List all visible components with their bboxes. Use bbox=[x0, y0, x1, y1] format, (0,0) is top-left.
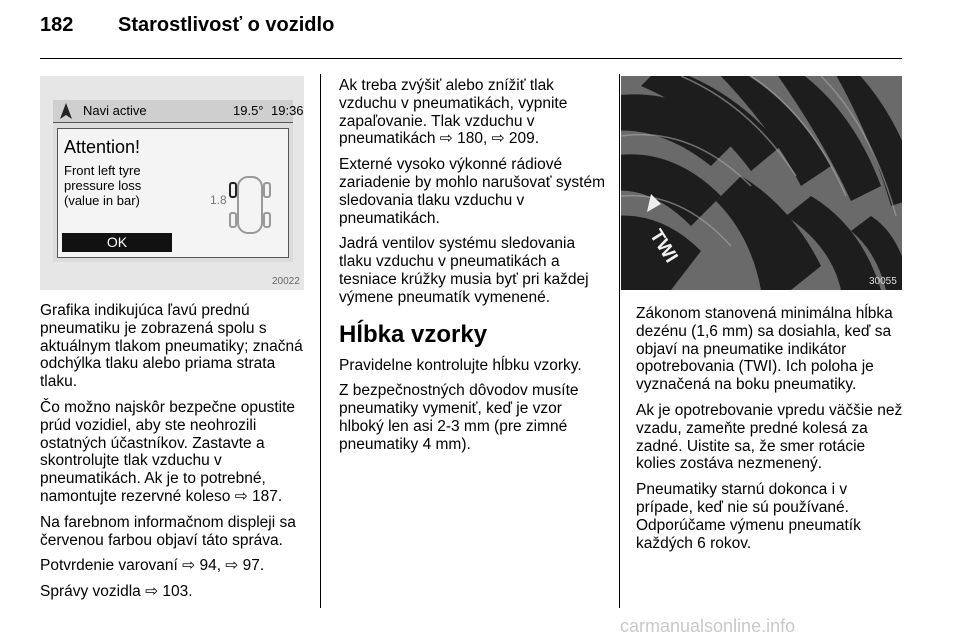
dialog-message: Front left tyre pressure loss (value in bar) bbox=[64, 163, 142, 208]
column-1 bbox=[40, 302, 308, 609]
paragraph: Pravidelne kontrolujte hĺbku vzorky. bbox=[339, 356, 582, 374]
twi-marking: TWI bbox=[645, 226, 682, 267]
paragraph: Potvrdenie varovaní ⇨ 94, ⇨ 97. bbox=[40, 557, 265, 575]
clock-readout: 19:36 bbox=[271, 103, 304, 118]
paragraph: Ak je opotrebovanie vpredu väčšie než vzadu, zameňte predné kolesá za zadné. Uistite sa, že smer rotácie kolies zostáva nezmenený. bbox=[636, 401, 903, 473]
paragraph: Zákonom stanovená minimálna hĺbka dezénu (1,6 mm) sa dosiahla, keď sa objaví na pneumatike indikátor opotrebovania (TWI). Ich poloha je vyznačená na boku pneumatiky. bbox=[636, 305, 893, 394]
paragraph: Správy vozidla ⇨ 103. bbox=[40, 583, 193, 601]
display-figure bbox=[40, 76, 304, 290]
page-number: 182 bbox=[40, 14, 74, 36]
column-2 bbox=[339, 77, 607, 462]
tyre-tread-figure bbox=[621, 76, 902, 290]
paragraph: Jadrá ventilov systému sledovania tlaku vzduchu v pneumatikách a tesniace krúžky musia byť pri každej výmene pneumatík vymenené. bbox=[339, 235, 589, 306]
tyre-pressure-value: 1.8 bbox=[210, 193, 227, 207]
paragraph: Pneumatiky starnú dokonca i v prípade, keď nie sú používané. Odporúčame výmenu pneumatík každých 6 rokov. bbox=[636, 481, 861, 552]
paragraph: Grafika indikujúca ľavú prednú pneumatiku je zobrazená spolu s aktuálnym tlakom pneumatiky; značná odchýlka tlaku alebo priama strata tlaku. bbox=[40, 302, 303, 391]
display-status-bar bbox=[53, 100, 304, 123]
header-rule bbox=[40, 58, 902, 59]
paragraph: Čo možno najskôr bezpečne opustite prúd vozidiel, aby ste neohrozili ostatných účastníkov. Zastavte a skontrolujte tlak vzduchu v pneumatikách. Ak je to potrebné, namontujte rezervné koleso ⇨ 187. bbox=[40, 398, 296, 505]
warning-dialog bbox=[57, 128, 289, 258]
figure-number: 20022 bbox=[272, 276, 300, 287]
figure-number: 30055 bbox=[869, 276, 897, 287]
car-outline-icon bbox=[228, 173, 272, 237]
navigation-arrow-icon bbox=[59, 102, 73, 120]
column-divider-1 bbox=[320, 74, 321, 608]
navi-status: Navi active bbox=[83, 103, 147, 118]
column-divider-2 bbox=[619, 74, 620, 608]
column-3 bbox=[636, 305, 904, 560]
temperature-readout: 19.5° bbox=[233, 103, 264, 118]
section-heading: Hĺbka vzorky bbox=[339, 320, 488, 348]
paragraph: Externé vysoko výkonné rádiové zariadenie by mohlo narušovať systém sledovania tlaku vzduchu v pneumatikách. bbox=[339, 156, 605, 227]
display-screen bbox=[53, 100, 304, 262]
paragraph: Na farebnom informačnom displeji sa červenou farbou objaví táto správa. bbox=[40, 513, 296, 549]
dialog-title: Attention! bbox=[64, 137, 141, 157]
paragraph: Ak treba zvýšiť alebo znížiť tlak vzduchu v pneumatikách, vypnite zapaľovanie. Tlak vzduchu v pneumatikách ⇨ 180, ⇨ 209. bbox=[339, 77, 568, 148]
watermark: carmanualsonline.info bbox=[620, 616, 796, 636]
ok-button-graphic: OK bbox=[62, 233, 172, 252]
page-title: Starostlivosť o vozidlo bbox=[118, 14, 335, 36]
paragraph: Z bezpečnostných dôvodov musíte pneumatiky vymeniť, keď je vzor hlboký len asi 2-3 mm (pre zimné pneumatiky 4 mm). bbox=[339, 382, 579, 453]
